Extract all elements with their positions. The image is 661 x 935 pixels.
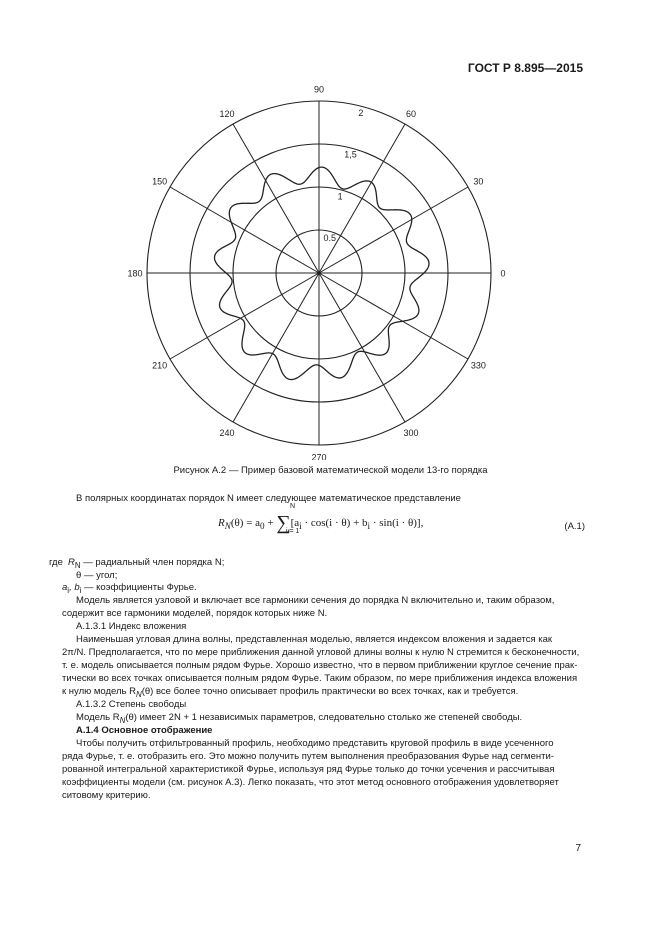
spoke-240 bbox=[233, 273, 319, 422]
legend-rn-symbol: R bbox=[68, 557, 75, 568]
angle-tick-label: 0 bbox=[500, 268, 506, 279]
angle-tick-labels bbox=[127, 85, 505, 461]
section-heading: А.1.4 Основное отображение bbox=[76, 725, 213, 736]
angle-tick-label: 330 bbox=[470, 360, 486, 371]
paragraph-line: Наименьшая угловая длина волны, представленная моделью, является индексом вложения и задается как bbox=[76, 634, 553, 645]
paragraph-sub: N bbox=[136, 689, 142, 699]
radial-tick-label: 2 bbox=[358, 107, 364, 118]
formula-lhs-arg: (θ) = a bbox=[230, 517, 261, 529]
paragraph-line: ряда Фурье, т. е. отобразить его. Это можно получить путем выполнения преобразования Фурье над сегменти- bbox=[62, 751, 554, 762]
angle-tick-label: 90 bbox=[313, 84, 325, 95]
figure-caption: Рисунок А.2 — Пример базовой математической модели 13-го порядка bbox=[173, 465, 488, 476]
formula-lhs: R bbox=[218, 517, 225, 529]
formula-sum-lower: i = 1 bbox=[286, 528, 300, 535]
formula bbox=[218, 503, 424, 535]
formula-sum-symbol: ∑ bbox=[276, 512, 291, 534]
angle-spokes bbox=[147, 101, 491, 445]
paragraph-sub: N bbox=[119, 715, 126, 725]
angle-tick-label: 60 bbox=[405, 109, 417, 120]
polar-chart bbox=[0, 0, 661, 460]
section-heading: А.1.3.1 Индекс вложения bbox=[76, 621, 187, 632]
paragraph-line: содержит все гармоники моделей, порядок которых ниже N. bbox=[62, 608, 328, 619]
radial-tick-labels bbox=[323, 108, 363, 243]
paragraph-text: к нулю модель R bbox=[62, 686, 137, 697]
legend-a-sub: i bbox=[67, 585, 70, 595]
legend-rn-desc: — радиальный член порядка N; bbox=[83, 557, 225, 568]
angle-tick-label: 210 bbox=[152, 360, 168, 371]
paragraph-line: Модель является узловой и включает все гармоники сечения до порядка N включительно и, таким образом, bbox=[76, 595, 555, 606]
paragraph-text: (θ) имеет 2N + 1 независимых параметров, следовательно столько же степеней свободы. bbox=[125, 712, 523, 723]
standard-code: ГОСТ Р 8.895—2015 bbox=[467, 61, 583, 75]
legend-rn-sub: N bbox=[74, 560, 81, 570]
spoke-120 bbox=[233, 124, 319, 273]
intro-text: В полярных координатах порядок N имеет следующее математическое представление bbox=[76, 493, 461, 504]
paragraph-line: 2π/N. Предполагается, что по мере приближения данной угловой длины волны к нулю N стремится к бесконечности, bbox=[62, 647, 580, 658]
legend-ab-desc: — коэффициенты Фурье. bbox=[84, 582, 197, 593]
formula-body-sub2: i bbox=[367, 521, 371, 532]
legend-b-symbol: , b bbox=[69, 582, 80, 593]
legend-where: где bbox=[49, 557, 63, 568]
angle-tick-label: 300 bbox=[403, 427, 419, 438]
equation-number: (A.1) bbox=[564, 521, 585, 532]
section-heading: А.1.3.2 Степень свободы bbox=[76, 699, 187, 710]
angle-tick-label: 180 bbox=[127, 268, 143, 279]
paragraph-line: ситовому критерию. bbox=[62, 790, 151, 801]
legend-theta-symbol: θ bbox=[76, 570, 82, 581]
paragraph-line: Чтобы получить отфильтрованный профиль, необходимо представить круговой профиль в виде усеченного bbox=[76, 738, 554, 749]
legend-theta-desc: — угол; bbox=[83, 570, 118, 581]
spoke-150 bbox=[170, 187, 319, 273]
radial-tick-label: 1,5 bbox=[344, 149, 357, 160]
spoke-330 bbox=[319, 273, 468, 359]
angle-tick-label: 270 bbox=[311, 452, 327, 460]
formula-lhs-sub: N bbox=[224, 521, 231, 532]
spoke-210 bbox=[170, 273, 319, 359]
angle-tick-label: 240 bbox=[219, 427, 235, 438]
formula-a0-sub: 0 bbox=[260, 521, 265, 532]
legend-b-sub: i bbox=[79, 585, 82, 595]
angle-tick-label: 30 bbox=[473, 176, 484, 187]
spoke-60 bbox=[319, 124, 405, 273]
angle-tick-label: 120 bbox=[219, 109, 235, 120]
angle-tick-label: 150 bbox=[152, 176, 168, 187]
formula-body: [a bbox=[290, 517, 300, 529]
formula-body-sub1: i bbox=[299, 521, 302, 532]
page-number: 7 bbox=[575, 843, 581, 854]
paragraph-text: (θ) все более точно описывает профиль практически во всех точках, как и требуется. bbox=[141, 686, 519, 697]
radial-tick-label: 0.5 bbox=[323, 233, 336, 244]
paragraph-line: т. е. модель описывается полным рядом Фурье. Хорошо известно, что в первом приближении круглое сечение прак- bbox=[62, 660, 578, 671]
radial-tick-label: 1 bbox=[337, 191, 343, 202]
paragraph-line: тически во всех точках описывается полным рядом Фурье. Таким образом, по мере приближения индекса вложения bbox=[62, 673, 578, 684]
legend-a-symbol: a bbox=[62, 582, 68, 593]
formula-sum-upper: N bbox=[290, 503, 296, 510]
paragraph-line: рованной интегральной характеристикой Фурье, используя ряд Фурье только до точки усечения и рассчитывая bbox=[62, 764, 555, 775]
paragraph-text: Модель R bbox=[76, 712, 120, 723]
formula-body-mid: · cos(i · θ) + b bbox=[301, 517, 368, 529]
spoke-300 bbox=[319, 273, 405, 422]
paragraph-line: коэффициенты модели (см. рисунок А.3). Легко показать, что этот метод основного отображения удовлетворяет bbox=[62, 777, 559, 788]
formula-plus: + bbox=[264, 517, 277, 529]
formula-body-end: · sin(i · θ)], bbox=[370, 517, 424, 529]
